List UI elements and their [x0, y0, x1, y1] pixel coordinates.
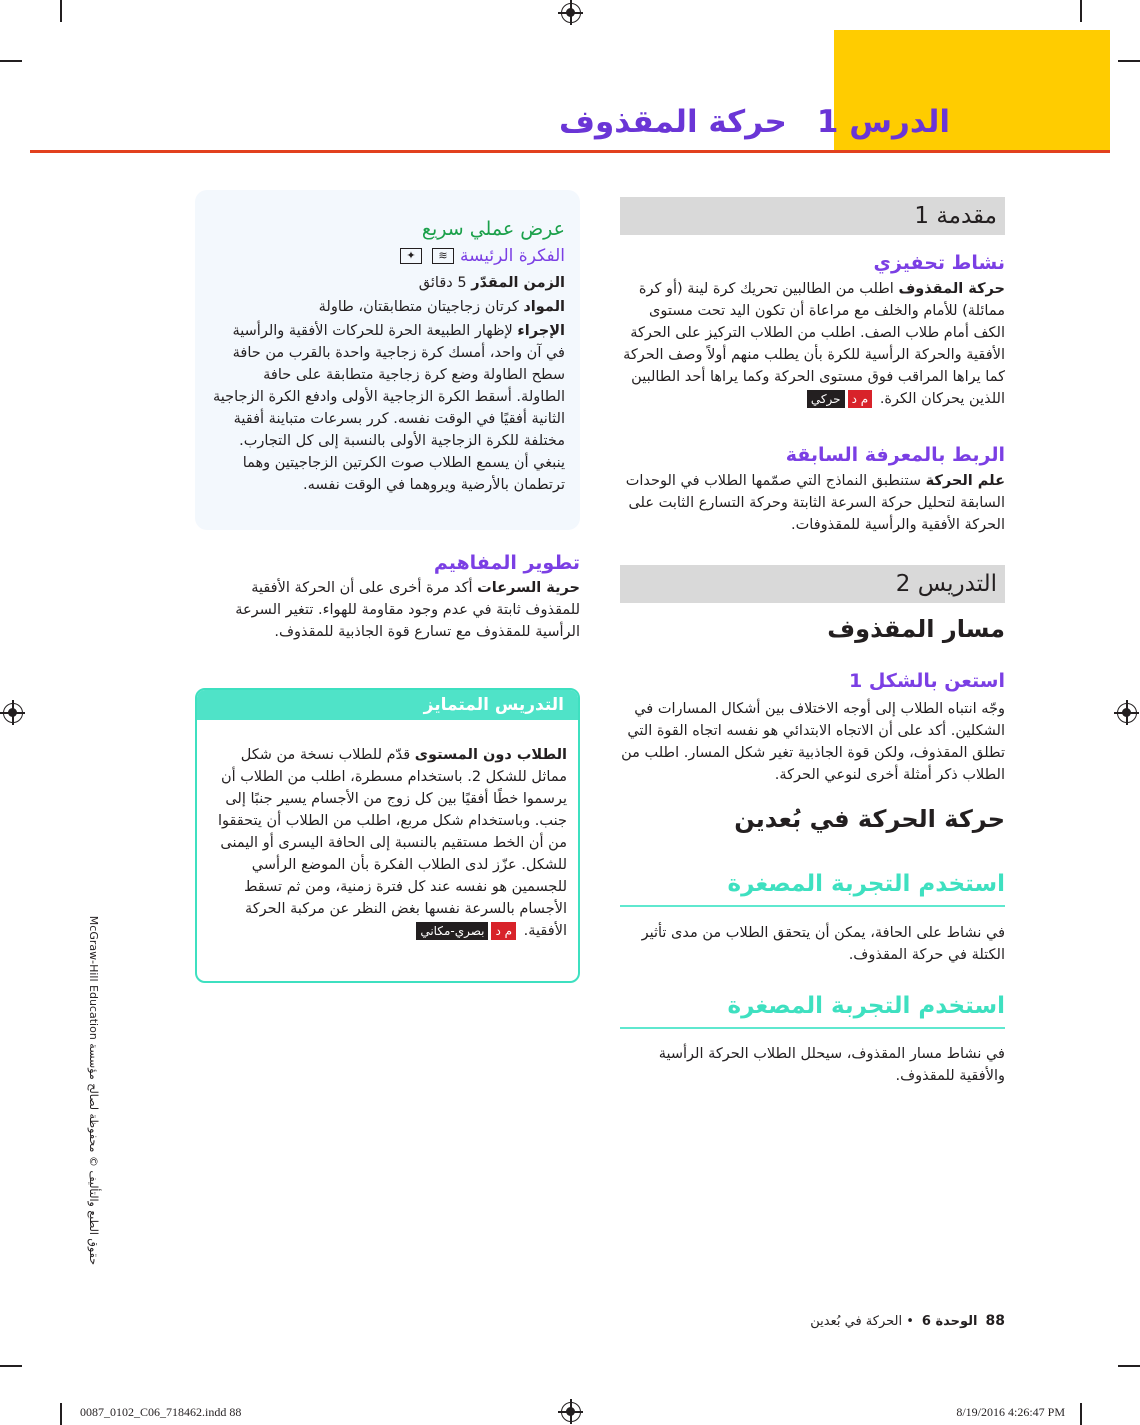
title-underline: [30, 150, 1110, 153]
file-name: 0087_0102_C06_718462.indd 88: [80, 1405, 242, 1419]
wave-icon: ≋: [432, 248, 454, 264]
time-row: [210, 272, 565, 294]
concepts-heading: تطوير المفاهيم: [433, 552, 580, 574]
heading-2d-motion: حركة الحركة في بُعدين: [734, 805, 1005, 833]
differentiated-heading: [197, 690, 578, 720]
badge-visual-spatial: بصري-مكاني: [416, 922, 488, 940]
materials-row: [210, 296, 565, 318]
procedure-text: لإظهار الطبيعة الحرة للحركات الأفقية والرأسية في آن واحد، أمسك كرة زجاجية واحدة بالقرب من حافة سطح الطاولة وضع كرة زجاجية متطابقة على حافة الطاولة. أسقط الكرة الزجاجية الأولى وادفع الكرة الزجاجية الثانية أفقيًا في الوقت نفسه. كرر بسرعات متباينة أفقية مختلفة للكرة الزجاجية الأولى بالنسبة إلى كل التجارب. ينبغي أن يسمع الطلاب صوت الكرتين الزجاجيتين وهما ترتطمان بالأرضية ويروهما في الوقت نفسه.: [212, 323, 565, 493]
module-title: • الحركة في بُعدين: [810, 1314, 914, 1329]
footer-page-info: [810, 1313, 1005, 1329]
module-label: الوحدة 6: [921, 1314, 978, 1329]
crop-mark: [0, 60, 22, 62]
use-figure-paragraph: وجّه انتباه الطلاب إلى أوجه الاختلاف بين أشكال المسارات في الشكلين. أكد على أن الاتجاه الابتدائي هو نفسه اتجاه القوة التي تطلق المقذوف، ولكن قوة الجاذبية تغير شكل المسار. اطلب من الطلاب ذكر أمثلة أخرى لنوعي الحركة.: [621, 701, 1005, 783]
lesson-title: حركة المقذوف: [559, 104, 787, 140]
divider-line: [620, 905, 1005, 907]
concepts-bold: حرية السرعات: [477, 580, 580, 596]
section-heading-text: 2 التدريس: [895, 571, 997, 597]
materials-text: كرتان زجاجيتان متطابقتان، طاولة: [318, 299, 524, 315]
copyright-vertical: حقوق الطبع والتأليف © محفوظة لصالح مؤسسة McGraw-Hill Education: [87, 915, 100, 1265]
registration-mark-icon: [3, 703, 23, 723]
group-icon: ✦: [400, 248, 422, 264]
heading-projectile-path: مسار المقذوف: [827, 615, 1005, 643]
concepts-paragraph: [195, 577, 580, 643]
heading-minilab-2: استخدم التجربة المصغرة: [727, 993, 1005, 1019]
subheading-use-figure: استعن بالشكل 1: [849, 670, 1005, 692]
crop-mark: [0, 1365, 22, 1367]
main-idea-title: الفكرة الرئيسة: [459, 246, 565, 266]
subheading-motivation: نشاط تحفيزي: [873, 252, 1005, 274]
materials-bold: المواد: [523, 299, 565, 315]
prior-knowledge-bold: علم الحركة: [925, 473, 1005, 489]
crop-mark: [60, 1403, 62, 1425]
crop-mark: [1080, 1403, 1082, 1425]
minilab-2-paragraph: في نشاط مسار المقذوف، سيحلل الطلاب الحركة الرأسية والأفقية للمقذوف.: [658, 1046, 1005, 1084]
registration-mark-icon: [561, 3, 581, 23]
badge-md: م د: [491, 922, 516, 940]
lesson-label: الدرس 1: [816, 104, 950, 140]
heading-minilab-1: استخدم التجربة المصغرة: [727, 871, 1005, 897]
registration-mark-icon: [1117, 703, 1137, 723]
prior-knowledge-paragraph: [620, 470, 1005, 536]
crop-mark: [60, 0, 62, 22]
concepts-text: أكد مرة أخرى على أن الحركة الأفقية للمقذوف ثابتة في عدم وجود مقاومة للهواء. تتغير السرعة الرأسية للمقذوف مع تسارع قوة الجاذبية للمقذوف.: [235, 580, 580, 640]
differentiated-bold: الطلاب دون المستوى: [414, 747, 567, 763]
page-title: [559, 104, 950, 140]
procedure-paragraph: [210, 320, 565, 496]
prior-knowledge-text: ستنطبق النماذج التي صمّمها الطلاب في الوحدات السابقة لتحليل حركة السرعة الثابتة وحركة التسارع الثابت على الحركة الأفقية والرأسية للمقذوفات.: [625, 473, 1005, 533]
registration-mark-icon: [561, 1402, 581, 1422]
time-value: 5 دقائق: [418, 275, 467, 291]
section-heading-teach: [620, 565, 1005, 603]
page-number: 88: [985, 1313, 1005, 1329]
differentiated-text: قدّم للطلاب نسخة من شكل مماثل للشكل 2. باستخدام مسطرة، اطلب من الطلاب أن يرسموا خطًا أفقيًا بين كل زوج من الأجسام يسير جنبًا إلى جنب. وباستخدام شكل مربع، اطلب من الطلاب أن يتحققوا من أن الخط مستقيم بالنسبة إلى الحافة اليسرى أو اليمنى للشكل. عزّز لدى الطلاب الفكرة بأن الموضع الرأسي للجسمين هو نفسه عند كل فترة زمنية، ومن ثم تسقط الأجسام بالسرعة نفسها بغض النظر عن مركبة الحركة الأفقية.: [217, 747, 567, 939]
crop-mark: [1118, 1365, 1140, 1367]
section-heading-intro: [620, 197, 1005, 235]
divider-line: [620, 1027, 1005, 1029]
differentiated-paragraph: [212, 744, 567, 942]
motivation-paragraph: [620, 278, 1005, 410]
quick-demo-heading: عرض عملي سريع: [421, 218, 565, 240]
time-label: الزمن المقدّر: [471, 275, 565, 291]
procedure-bold: الإجراء: [517, 323, 565, 339]
badge-kinesthetic: حركي: [807, 390, 845, 408]
subheading-prior-knowledge: الربط بالمعرفة السابقة: [785, 444, 1005, 466]
minilab-1-paragraph: في نشاط على الحافة، يمكن أن يتحقق الطلاب من مدى تأثير الكتلة في حركة المقذوف.: [641, 925, 1005, 963]
crop-mark: [1118, 60, 1140, 62]
motivation-text: اطلب من الطالبين تحريك كرة لينة (أو كرة ممائلة) للأمام والخلف مع مراعاة أن تكون اليد تحت مستوى الكف أمام طلاب الصف. اطلب من الطلاب التركيز على الحركة الأفقية والحركة الرأسية للكرة بأن يطلب منهم أولاً وصف الحركة كما يراها المراقب فوق مستوى الحركة وكما يراها أحد الطالبين اللذين يحركان الكرة.: [623, 281, 1005, 407]
badge-md: م د: [848, 390, 873, 408]
differentiated-heading-text: التدريس المتمايز: [423, 695, 564, 715]
timestamp: 8/19/2016 4:26:47 PM: [956, 1405, 1065, 1419]
crop-mark: [1080, 0, 1082, 22]
motivation-bold: حركة المقذوف: [898, 281, 1005, 297]
main-idea-row: [210, 246, 565, 266]
section-heading-text: 1 مقدمة: [914, 203, 997, 229]
